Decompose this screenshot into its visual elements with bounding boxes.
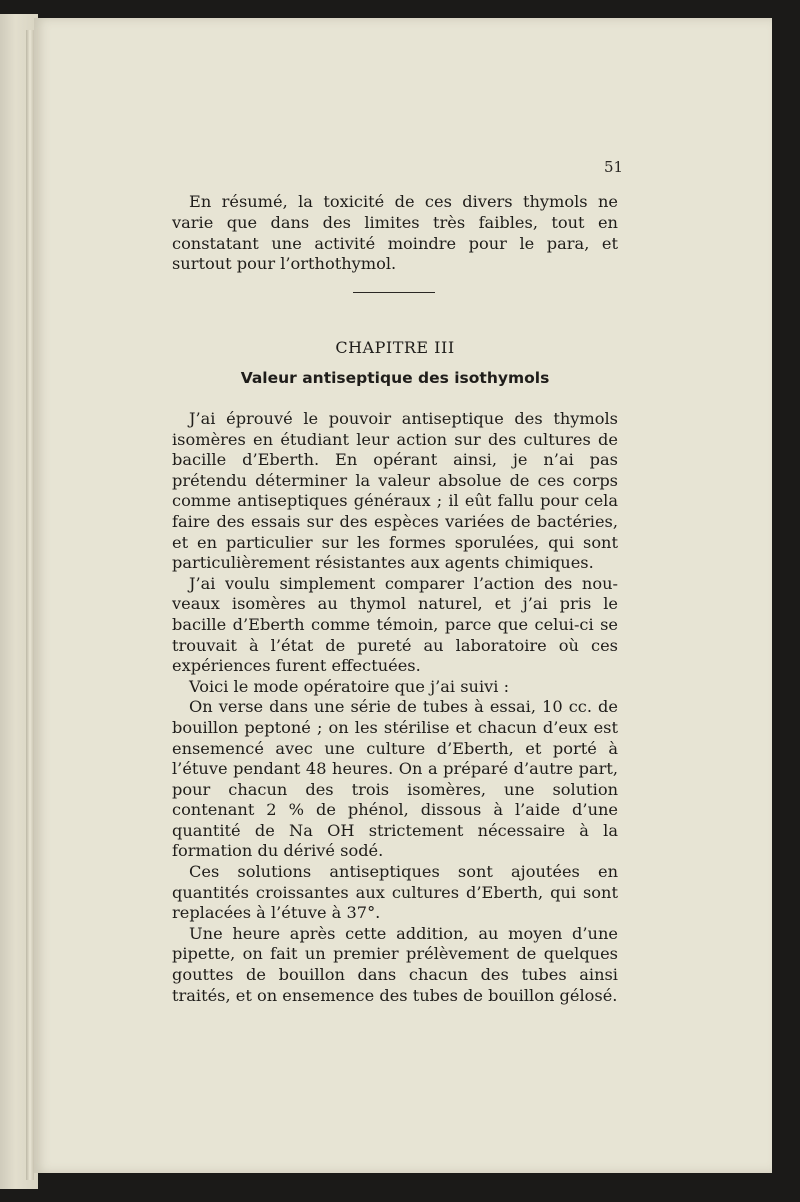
body-paragraph: J’ai éprouvé le pouvoir antiseptique des thymols isomères en étudiant leur action sur des cultures de bacille d’Eberth. En opérant ainsi, je n’ai pas prétendu déterminer la valeur absolue de ces corps comme antiseptiques généraux ; il eût fallu pour cela faire des essais sur des espèces variées de bactéries, et en particulier sur les formes sporulées, qui sont particulièrement résistantes aux agents chimiques. <box>172 409 618 573</box>
page-number: 51 <box>604 158 624 176</box>
chapter-label: CHAPITRE III <box>335 338 455 357</box>
section-divider <box>353 292 435 293</box>
body-paragraph: Une heure après cette addition, au moyen d’une pipette, on fait un premier prélèvement de quelques gouttes de bouillon dans chacun des tubes ainsi traités, et on ensemence des tubes de bouillon gélosé. <box>172 923 618 1005</box>
chapter-title: Valeur antiseptique des isothymols <box>240 369 550 387</box>
book-spine <box>26 30 34 1180</box>
body-paragraph: On verse dans une série de tubes à essai, 10 cc. de bouillon peptoné ; on les stérilise et chacun d’eux est ensemencé avec une culture d’Eberth, et porté à l’étuve pendant 48 heures. On a préparé d’autre part, pour chacun des trois isomères, une solution contenant 2 % de phénol, dissous à l’aide d’une quantité de Na OH strictement nécessaire à la formation du dérivé sodé. <box>172 697 618 861</box>
body-paragraph: Ces solutions antiseptiques sont ajoutées en quantités croissantes aux cultures d’Eberth, qui sont replacées à l’étuve à 37°. <box>172 862 618 923</box>
body-paragraph: J’ai voulu simplement comparer l’action des nouveaux isomères au thymol naturel, et j’ai pris le bacille d’Eberth comme témoin, parce que celui-ci se trouvait à l’état de pureté au laboratoire où ces expériences furent effectuées. <box>172 573 618 676</box>
intro-paragraph: En résumé, la toxicité de ces divers thymols ne varie que dans des limites très faibles, tout en constatant une activité moindre pour le para, et surtout pour l’orthothymol. <box>172 192 618 274</box>
intro-paragraph-block <box>172 192 618 275</box>
body-paragraph: Voici le mode opératoire que j’ai suivi : <box>189 676 510 696</box>
chapter-body <box>172 409 618 1006</box>
